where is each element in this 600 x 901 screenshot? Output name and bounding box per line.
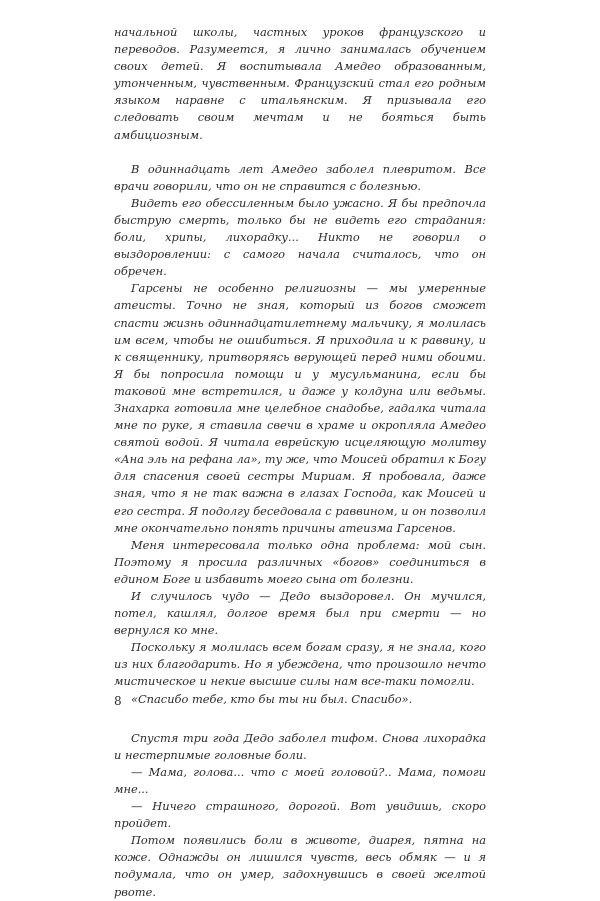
body-text xyxy=(114,24,486,901)
paragraph-10: Потом появились боли в животе, диарея, пятна на коже. Однажды он лишился чувств, весь обмяк — и я подумала, что он умер, задохнувшись в своей желтой рвоте. xyxy=(114,833,486,899)
paragraph-9: Спустя три года Дедо заболел тифом. Снова лихорадка и нестерпимые головные боли. xyxy=(114,730,486,762)
paragraph-5: Меня интересовала только одна проблема: мой сын. Поэтому я просила различных «богов» соединиться в едином Боге и избавить моего сына от болезни. xyxy=(114,537,486,586)
dialogue-line-1: — Мама, голова... что с моей головой?.. Мама, помоги мне... xyxy=(114,764,486,796)
dialogue-line-2: — Ничего страшного, дорогой. Вот увидишь, скоро пройдет. xyxy=(114,799,486,831)
paragraph-8: «Спасибо тебе, кто бы ты ни был. Спасибо». xyxy=(131,691,413,706)
paragraph-1: начальной школы, частных уроков французского и переводов. Разумеется, я лично занималась обучением своих детей. Я воспитывала Амедео образованным, утонченным, чувственным. Французский стал его родным языком наравне с итальянским. Я призывала его следовать своим мечтам и не бояться быть амбициозным. xyxy=(114,25,486,142)
paragraph-3: Видеть его обессиленным было ужасно. Я бы предпочла быструю смерть, только бы не видеть его страдания: боли, хрипы, лихорадку... Никто не говорил о выздоровлении: с самого начала считалось, что он обречен. xyxy=(114,195,486,279)
paragraph-2: В одиннадцать лет Амедео заболел плевритом. Все врачи говорили, что он не справится с болезнью. xyxy=(114,161,486,193)
paragraph-6: И случилось чудо — Дедо выздоровел. Он мучился, потел, кашлял, долгое время был при смерти — но вернулся ко мне. xyxy=(114,589,486,638)
page-number: 8 xyxy=(114,694,122,708)
paragraph-7: Поскольку я молилась всем богам сразу, я не знала, кого из них благодарить. Но я убеждена, что произошло нечто мистическое и некие высшие силы нам все-таки помогли. xyxy=(114,640,486,689)
paragraph-4: Гарсены не особенно религиозны — мы умеренные атеисты. Точно не зная, который из богов сможет спасти жизнь одиннадцатилетнему мальчику, я молилась им всем, чтобы не ошибиться. Я приходила и к раввину, и к священнику, притворяясь верующей перед ними обоими. Я бы попросила помощи и у мусульманина, если бы таковой мне встретился, и даже у колдуна или ведьмы. Знахарка готовила мне целебное снадобье, гадалка читала мне по руке, я ставила свечи в храме и окропляла Амедео святой водой. Я читала еврейскую исцеляющую молитву «Ана эль на рефана ла», ту же, что Моисей обратил к Богу для спасения своей сестры Мириам. Я пробовала, даже зная, что я не так важна в глазах Господа, как Моисей и его сестра. Я подолгу беседовала с раввином, и он позволил мне окончательно понять причины атеизма Гарсенов. xyxy=(114,281,486,535)
